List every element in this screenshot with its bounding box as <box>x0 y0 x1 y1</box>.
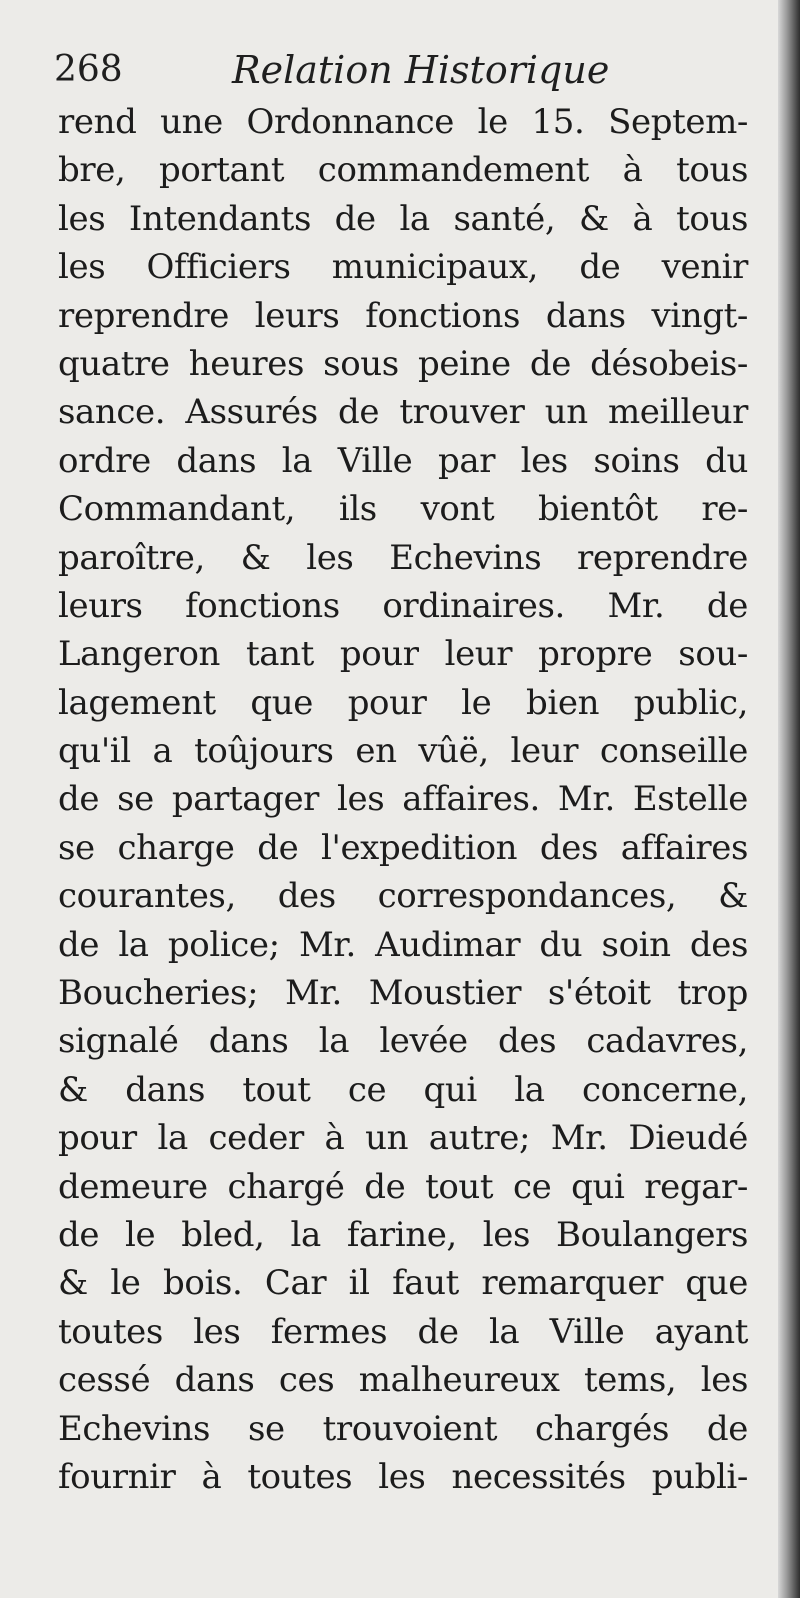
text-line: courantes, des correspondances, & <box>58 876 748 917</box>
text-line: & le bois. Car il faut remarquer que <box>58 1263 748 1304</box>
text-line: toutes les fermes de la Ville ayant <box>58 1311 748 1352</box>
text-line: fournir à toutes les necessités publi- <box>58 1456 748 1497</box>
page-number: 268 <box>54 49 123 90</box>
text-line: de le bled, la farine, les Boulangers <box>58 1214 748 1255</box>
text-line: cessé dans ces malheureux tems, les <box>58 1360 748 1401</box>
text-line: rend une Ordonnance le 15. Septem- <box>58 102 748 142</box>
text-line: lagement que pour le bien public, <box>58 682 748 723</box>
page-edge-shadow <box>778 0 800 1598</box>
text-line: se charge de l'expedition des affaires <box>58 827 748 868</box>
text-line: qu'il a toûjours en vûë, leur conseille <box>58 731 748 772</box>
text-line: Commandant, ils vont bientôt re- <box>58 489 748 530</box>
text-line: Langeron tant pour leur propre sou- <box>58 634 748 675</box>
text-line: leurs fonctions ordinaires. Mr. de <box>58 585 748 626</box>
text-line: pour la ceder à un autre; Mr. Dieudé <box>58 1118 748 1159</box>
text-line: demeure chargé de tout ce qui regar- <box>58 1166 748 1207</box>
text-line: les Officiers municipaux, de venir <box>58 247 748 288</box>
text-line: quatre heures sous peine de désobeis- <box>58 343 748 384</box>
page-header <box>54 40 744 98</box>
text-line: Boucheries; Mr. Moustier s'étoit trop <box>58 973 748 1014</box>
body-text <box>58 98 748 1501</box>
text-line: signalé dans la levée des cadavres, <box>58 1021 748 1062</box>
text-line: paroître, & les Echevins reprendre <box>58 537 748 578</box>
text-line: Echevins se trouvoient chargés de <box>58 1408 748 1449</box>
text-line: ordre dans la Ville par les soins du <box>58 440 748 481</box>
text-line: les Intendants de la santé, & à tous <box>58 198 748 239</box>
text-line: reprendre leurs fonctions dans vingt- <box>58 295 748 336</box>
text-line: de se partager les affaires. Mr. Estelle <box>58 779 748 820</box>
text-line: & dans tout ce qui la concerne, <box>58 1069 748 1110</box>
text-line: bre, portant commandement à tous <box>58 150 748 191</box>
text-line: sance. Assurés de trouver un meilleur <box>58 392 748 433</box>
text-line: de la police; Mr. Audimar du soin des <box>58 924 748 965</box>
running-title: Relation Historique <box>232 48 610 92</box>
